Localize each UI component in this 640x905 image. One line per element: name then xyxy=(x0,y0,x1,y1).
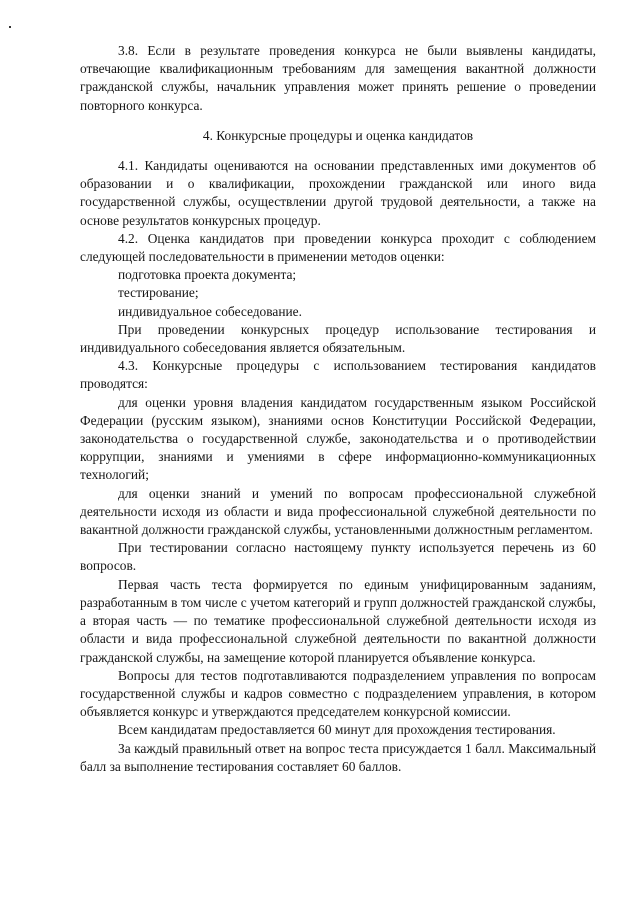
paragraph-questions: При тестировании согласно настоящему пункту используется перечень из 60 вопросов. xyxy=(80,540,596,574)
method-item: индивидуальное собеседование. xyxy=(118,303,302,319)
scan-dot xyxy=(9,26,11,28)
paragraph-prepared: Вопросы для тестов подготавливаются подразделением управления по вопросам государственной службы и кадров совместно с подразделением управления, в котором объявляется конкурс и утверждаются председателем конкурсной комиссии. xyxy=(80,667,596,720)
method-item: тестирование; xyxy=(118,285,199,301)
paragraph-4-2: 4.2. Оценка кандидатов при проведении конкурса проходит с соблюдением следующей последовательности в применении методов оценки: xyxy=(80,230,596,265)
paragraph-score: За каждый правильный ответ на вопрос теста присуждается 1 балл. Максимальный балл за выполнение тестирования составляет 60 баллов. xyxy=(80,740,596,774)
paragraph-language: для оценки уровня владения кандидатом государственным языком Российской Федерации (русским языком), знаниями основ Конституции Российской Федерации, законодательства о государственной службе, законодательства и о противодействии коррупции, знаниями и умениями в сфере информационно-коммуникационных технологий; xyxy=(80,394,596,483)
paragraph-first-part: Первая часть теста формируется по единым унифицированным заданиям, разработанным в том числе с учетом категорий и групп должностей гражданской службы, а вторая часть — по тематике профессиональной служебной деятельности исходя из области и вида профессиональной служебной деятельности по вакантной должности гражданской службы, на замещение которой планируется объявление конкурса. xyxy=(80,576,596,665)
method-item: подготовка проекта документа; xyxy=(118,267,297,283)
section-heading: 4. Конкурсные процедуры и оценка кандидатов xyxy=(202,127,474,143)
paragraph-3-8: 3.8. Если в результате проведения конкурса не были выявлены кандидаты, отвечающие квалификационным требованиям для замещения вакантной должности гражданской службы, начальник управления может принять решение о проведении повторного конкурса. xyxy=(80,43,596,113)
paragraph-mandatory: При проведении конкурсных процедур использование тестирования и индивидуального собеседования является обязательным. xyxy=(80,321,596,356)
paragraph-4-3: 4.3. Конкурсные процедуры с использованием тестирования кандидатов проводятся: xyxy=(80,358,596,392)
paragraph-4-1: 4.1. Кандидаты оцениваются на основании представленных ими документов об образовании и о квалификации, прохождении гражданской или иного вида государственной службы, осуществлении другой трудовой деятельности, а также на основе результатов конкурсных процедур. xyxy=(80,158,596,228)
paragraph-knowledge: для оценки знаний и умений по вопросам профессиональной служебной деятельности исходя из области и вида профессиональной служебной деятельности по вакантной должности гражданской службы, установленными должностным регламентом. xyxy=(80,485,596,538)
paragraph-time: Всем кандидатам предоставляется 60 минут для прохождения тестирования. xyxy=(118,722,556,738)
document-page xyxy=(80,42,596,776)
